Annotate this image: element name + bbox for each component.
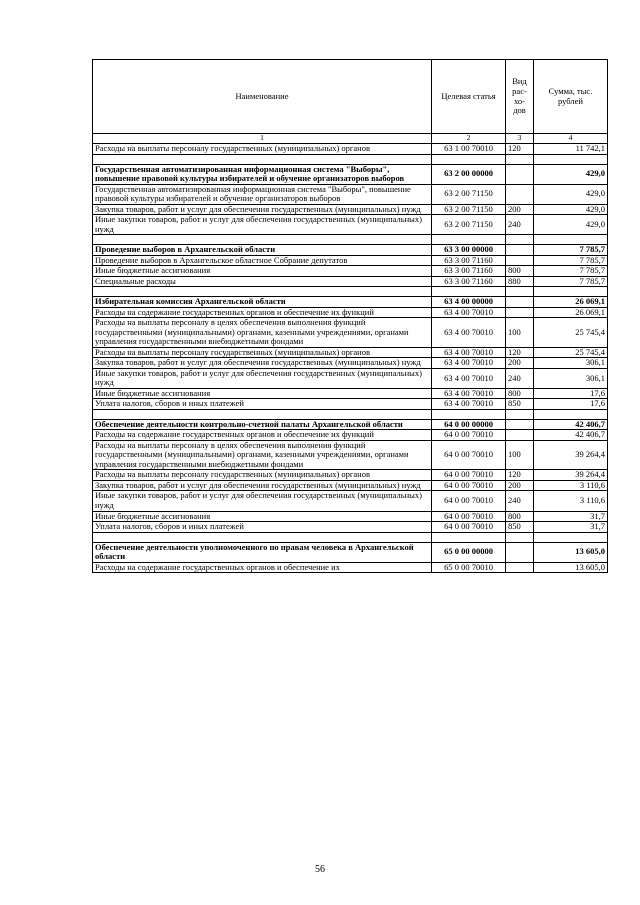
spacer-row <box>93 409 608 419</box>
spacer-row <box>93 235 608 245</box>
cell-code: 64 0 00 70010 <box>432 440 506 470</box>
column-number: 3 <box>506 134 534 144</box>
section-row <box>93 542 608 562</box>
cell-name: Уплата налогов, сборов и иных платежей <box>93 522 432 533</box>
empty-cell <box>534 235 608 245</box>
empty-cell <box>506 532 534 542</box>
empty-cell <box>506 409 534 419</box>
cell-sum: 7 785,7 <box>534 255 608 266</box>
empty-cell <box>93 235 432 245</box>
cell-sum: 7 785,7 <box>534 266 608 277</box>
cell-name: Иные закупки товаров, работ и услуг для обеспечения государственных (муниципальных) нужд <box>93 368 432 388</box>
empty-cell <box>506 287 534 297</box>
empty-cell <box>432 532 506 542</box>
cell-sum: 31,7 <box>534 511 608 522</box>
cell-vid <box>506 419 534 430</box>
empty-cell <box>534 154 608 164</box>
header-code: Целевая статья <box>432 60 506 134</box>
table-row <box>93 144 608 155</box>
cell-name: Проведение выборов в Архангельской области <box>93 245 432 256</box>
cell-name: Государственная автоматизированная информационная система "Выборы", повышение правовой культуры избирателей и обучение организаторов выборов <box>93 184 432 204</box>
cell-vid <box>506 184 534 204</box>
table-row <box>93 562 608 573</box>
cell-name: Государственная автоматизированная информационная система "Выборы", повышение правовой культуры избирателей и обучение организаторов выборов <box>93 164 432 184</box>
cell-name: Закупка товаров, работ и услуг для обеспечения государственных (муниципальных) нужд <box>93 480 432 491</box>
cell-code: 64 0 00 70010 <box>432 470 506 481</box>
empty-cell <box>432 409 506 419</box>
header-name: Наименование <box>93 60 432 134</box>
cell-vid: 240 <box>506 368 534 388</box>
table-row <box>93 388 608 399</box>
cell-vid: 800 <box>506 511 534 522</box>
budget-table <box>92 59 608 573</box>
cell-vid: 120 <box>506 347 534 358</box>
header-sum: Сумма, тыс. рублей <box>534 60 608 134</box>
table-row <box>93 491 608 511</box>
cell-name: Иные бюджетные ассигнования <box>93 388 432 399</box>
cell-sum: 13 605,0 <box>534 562 608 573</box>
cell-vid <box>506 542 534 562</box>
cell-name: Расходы на содержание государственных органов и обеспечение их функций <box>93 430 432 441</box>
empty-cell <box>534 532 608 542</box>
table-row <box>93 440 608 470</box>
cell-name: Иные закупки товаров, работ и услуг для обеспечения государственных (муниципальных) нужд <box>93 215 432 235</box>
spacer-row <box>93 532 608 542</box>
cell-code: 65 0 00 70010 <box>432 562 506 573</box>
table-row <box>93 347 608 358</box>
cell-sum: 429,0 <box>534 204 608 215</box>
table-row <box>93 215 608 235</box>
cell-vid <box>506 297 534 308</box>
cell-code: 63 4 00 00000 <box>432 297 506 308</box>
cell-code: 63 3 00 71160 <box>432 276 506 287</box>
cell-sum: 42 406,7 <box>534 419 608 430</box>
cell-name: Обеспечение деятельности уполномоченного по правам человека в Архангельской области <box>93 542 432 562</box>
column-number: 2 <box>432 134 506 144</box>
table-row <box>93 399 608 410</box>
table-row <box>93 204 608 215</box>
cell-code: 63 2 00 71150 <box>432 204 506 215</box>
cell-vid <box>506 562 534 573</box>
cell-code: 63 3 00 71160 <box>432 255 506 266</box>
cell-sum: 17,6 <box>534 388 608 399</box>
cell-name: Иные закупки товаров, работ и услуг для обеспечения государственных (муниципальных) нужд <box>93 491 432 511</box>
cell-code: 63 3 00 71160 <box>432 266 506 277</box>
column-number: 4 <box>534 134 608 144</box>
cell-code: 63 3 00 00000 <box>432 245 506 256</box>
cell-sum: 39 264,4 <box>534 440 608 470</box>
cell-sum: 42 406,7 <box>534 430 608 441</box>
cell-vid: 850 <box>506 522 534 533</box>
cell-sum: 306,1 <box>534 368 608 388</box>
cell-code: 63 4 00 70010 <box>432 318 506 348</box>
table-row <box>93 184 608 204</box>
table-row <box>93 358 608 369</box>
cell-vid <box>506 245 534 256</box>
cell-vid: 880 <box>506 276 534 287</box>
table-row <box>93 511 608 522</box>
empty-cell <box>534 409 608 419</box>
cell-sum: 7 785,7 <box>534 245 608 256</box>
cell-sum: 13 605,0 <box>534 542 608 562</box>
cell-code: 63 4 00 70010 <box>432 307 506 318</box>
cell-sum: 306,1 <box>534 358 608 369</box>
table-row <box>93 266 608 277</box>
cell-name: Расходы на выплаты персоналу в целях обеспечения выполнения функций государственными (муниципальными) органами, казенными учреждениями, органами управления государственными внебюджетными фондами <box>93 440 432 470</box>
empty-cell <box>432 287 506 297</box>
cell-sum: 25 745,4 <box>534 318 608 348</box>
cell-sum: 26 069,1 <box>534 307 608 318</box>
cell-code: 65 0 00 00000 <box>432 542 506 562</box>
cell-name: Иные бюджетные ассигнования <box>93 511 432 522</box>
cell-sum: 3 110,6 <box>534 491 608 511</box>
cell-vid: 240 <box>506 491 534 511</box>
cell-vid <box>506 164 534 184</box>
cell-vid: 100 <box>506 318 534 348</box>
cell-code: 64 0 00 70010 <box>432 491 506 511</box>
cell-code: 63 2 00 71150 <box>432 215 506 235</box>
table-row <box>93 470 608 481</box>
table-row <box>93 318 608 348</box>
spacer-row <box>93 154 608 164</box>
cell-vid: 120 <box>506 144 534 155</box>
cell-code: 63 4 00 70010 <box>432 358 506 369</box>
cell-code: 63 4 00 70010 <box>432 368 506 388</box>
empty-cell <box>93 409 432 419</box>
cell-vid <box>506 430 534 441</box>
table-row <box>93 368 608 388</box>
empty-cell <box>93 287 432 297</box>
cell-sum: 17,6 <box>534 399 608 410</box>
cell-name: Уплата налогов, сборов и иных платежей <box>93 399 432 410</box>
cell-vid: 800 <box>506 388 534 399</box>
column-number-row <box>93 134 608 144</box>
cell-vid: 120 <box>506 470 534 481</box>
cell-code: 63 4 00 70010 <box>432 399 506 410</box>
empty-cell <box>506 154 534 164</box>
cell-sum: 7 785,7 <box>534 276 608 287</box>
cell-vid <box>506 255 534 266</box>
cell-sum: 25 745,4 <box>534 347 608 358</box>
table-row <box>93 522 608 533</box>
cell-name: Расходы на выплаты персоналу государственных (муниципальных) органов <box>93 470 432 481</box>
cell-vid: 200 <box>506 204 534 215</box>
cell-sum: 31,7 <box>534 522 608 533</box>
cell-sum: 429,0 <box>534 164 608 184</box>
empty-cell <box>534 287 608 297</box>
cell-code: 63 4 00 70010 <box>432 388 506 399</box>
cell-sum: 26 069,1 <box>534 297 608 308</box>
table-row <box>93 307 608 318</box>
cell-name: Закупка товаров, работ и услуг для обеспечения государственных (муниципальных) нужд <box>93 358 432 369</box>
cell-code: 64 0 00 70010 <box>432 430 506 441</box>
cell-sum: 3 110,6 <box>534 480 608 491</box>
cell-name: Иные бюджетные ассигнования <box>93 266 432 277</box>
cell-vid: 200 <box>506 480 534 491</box>
cell-name: Расходы на содержание государственных органов и обеспечение их <box>93 562 432 573</box>
section-row <box>93 245 608 256</box>
cell-code: 64 0 00 70010 <box>432 480 506 491</box>
cell-vid: 800 <box>506 266 534 277</box>
table-header-row <box>93 60 608 134</box>
section-row <box>93 419 608 430</box>
table-row <box>93 255 608 266</box>
section-row <box>93 164 608 184</box>
cell-name: Расходы на выплаты персоналу государственных (муниципальных) органов <box>93 144 432 155</box>
cell-code: 64 0 00 00000 <box>432 419 506 430</box>
cell-vid <box>506 307 534 318</box>
cell-code: 63 2 00 71150 <box>432 184 506 204</box>
empty-cell <box>506 235 534 245</box>
column-number: 1 <box>93 134 432 144</box>
cell-name: Избирательная комиссия Архангельской области <box>93 297 432 308</box>
cell-name: Расходы на выплаты персоналу в целях обеспечения выполнения функций государственными (муниципальными) органами, казенными учреждениями, органами управления государственными внебюджетными фондами <box>93 318 432 348</box>
cell-vid: 240 <box>506 215 534 235</box>
cell-sum: 11 742,1 <box>534 144 608 155</box>
cell-vid: 850 <box>506 399 534 410</box>
cell-code: 63 4 00 70010 <box>432 347 506 358</box>
table-row <box>93 276 608 287</box>
cell-name: Расходы на выплаты персоналу государственных (муниципальных) органов <box>93 347 432 358</box>
cell-sum: 39 264,4 <box>534 470 608 481</box>
section-row <box>93 297 608 308</box>
empty-cell <box>93 532 432 542</box>
spacer-row <box>93 287 608 297</box>
cell-code: 63 1 00 70010 <box>432 144 506 155</box>
empty-cell <box>432 154 506 164</box>
cell-name: Обеспечение деятельности контрольно-счетной палаты Архангельской области <box>93 419 432 430</box>
empty-cell <box>432 235 506 245</box>
cell-sum: 429,0 <box>534 184 608 204</box>
header-vid: Вид рас-хо-дов <box>506 60 534 134</box>
cell-name: Проведение выборов в Архангельское областное Собрание депутатов <box>93 255 432 266</box>
cell-name: Специальные расходы <box>93 276 432 287</box>
table-body <box>93 144 608 573</box>
empty-cell <box>93 154 432 164</box>
cell-vid: 100 <box>506 440 534 470</box>
cell-vid: 200 <box>506 358 534 369</box>
table-row <box>93 430 608 441</box>
cell-name: Закупка товаров, работ и услуг для обеспечения государственных (муниципальных) нужд <box>93 204 432 215</box>
cell-code: 64 0 00 70010 <box>432 511 506 522</box>
cell-code: 64 0 00 70010 <box>432 522 506 533</box>
table-row <box>93 480 608 491</box>
cell-sum: 429,0 <box>534 215 608 235</box>
page-number: 56 <box>315 864 325 875</box>
cell-name: Расходы на содержание государственных органов и обеспечение их функций <box>93 307 432 318</box>
cell-code: 63 2 00 00000 <box>432 164 506 184</box>
